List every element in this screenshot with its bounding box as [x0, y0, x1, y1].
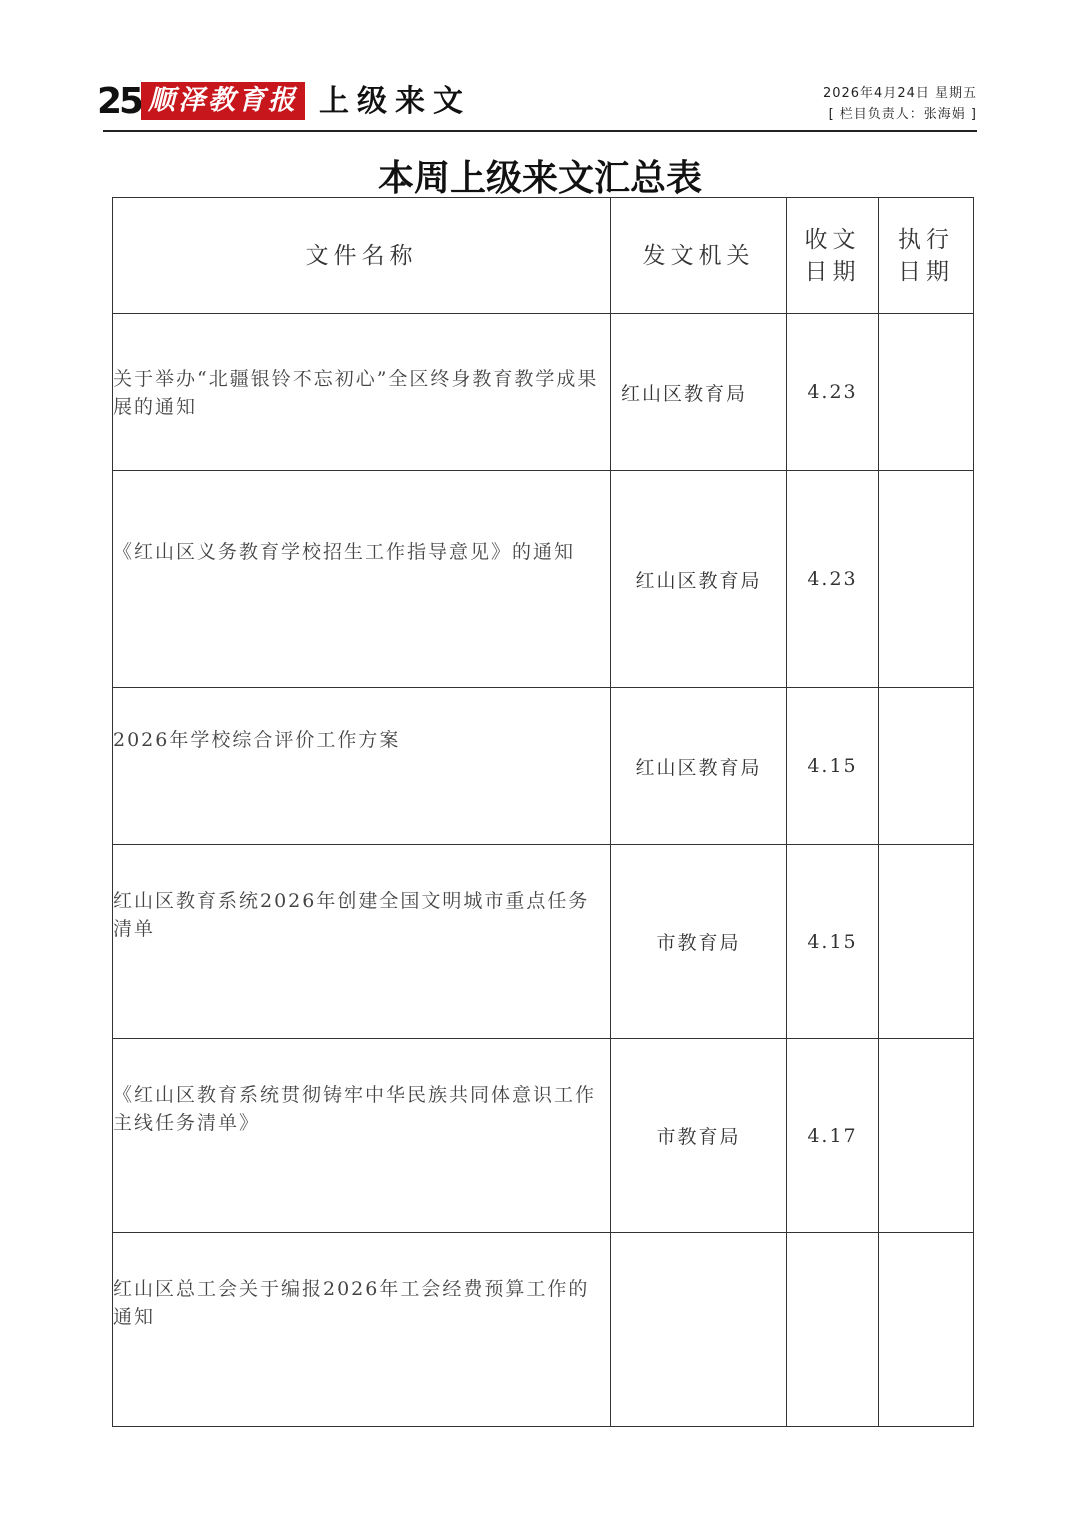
document-name: 《红山区义务教育学校招生工作指导意见》的通知: [113, 471, 611, 688]
document-name: 关于举办“北疆银铃不忘初心”全区终身教育教学成果展的通知: [113, 314, 611, 471]
newspaper-logo: 顺泽教育报: [141, 82, 305, 120]
table-row: [113, 1039, 974, 1233]
received-date: 4.15: [787, 688, 879, 845]
document-name: 红山区总工会关于编报2026年工会经费预算工作的通知: [113, 1233, 611, 1427]
issuing-authority: 红山区教育局: [611, 688, 787, 845]
table-header-row: [113, 198, 974, 314]
document-name: 红山区教育系统2026年创建全国文明城市重点任务清单: [113, 845, 611, 1039]
table-row: [113, 845, 974, 1039]
received-date: 4.15: [787, 845, 879, 1039]
header-received-date: 收文 日期: [787, 198, 879, 314]
executed-date: [879, 471, 974, 688]
table-row: [113, 688, 974, 845]
received-date: 4.23: [787, 314, 879, 471]
page-title: 本周上级来文汇总表: [377, 157, 702, 199]
issuing-authority: [611, 1233, 787, 1427]
header-document-name: 文件名称: [113, 198, 611, 314]
issuing-authority: 红山区教育局: [611, 471, 787, 688]
header-executed-date: 执行 日期: [879, 198, 974, 314]
executed-date: [879, 1039, 974, 1233]
masthead: [97, 78, 977, 132]
received-date: 4.17: [787, 1039, 879, 1233]
issue-date: 2026年4月24日 星期五: [822, 86, 977, 101]
document-summary-table: [112, 197, 974, 1427]
executed-date: [879, 845, 974, 1039]
executed-date: [879, 314, 974, 471]
executed-date: [879, 1233, 974, 1427]
issuing-authority: 市教育局: [611, 1039, 787, 1233]
document-name: 《红山区教育系统贯彻铸牢中华民族共同体意识工作主线任务清单》: [113, 1039, 611, 1233]
column-editor: [ 栏目负责人：张海娟 ]: [828, 107, 977, 122]
table-row: [113, 471, 974, 688]
received-date: [787, 1233, 879, 1427]
header-issuing-authority: 发文机关: [611, 198, 787, 314]
header-divider: [103, 130, 977, 132]
table-row: [113, 314, 974, 471]
table-row: [113, 1233, 974, 1427]
document-name: 2026年学校综合评价工作方案: [113, 688, 611, 845]
issuing-authority: 市教育局: [611, 845, 787, 1039]
executed-date: [879, 688, 974, 845]
received-date: 4.23: [787, 471, 879, 688]
page-number: 25: [97, 81, 142, 122]
section-title: 上级来文: [319, 84, 471, 119]
issuing-authority: 红山区教育局: [611, 314, 787, 471]
